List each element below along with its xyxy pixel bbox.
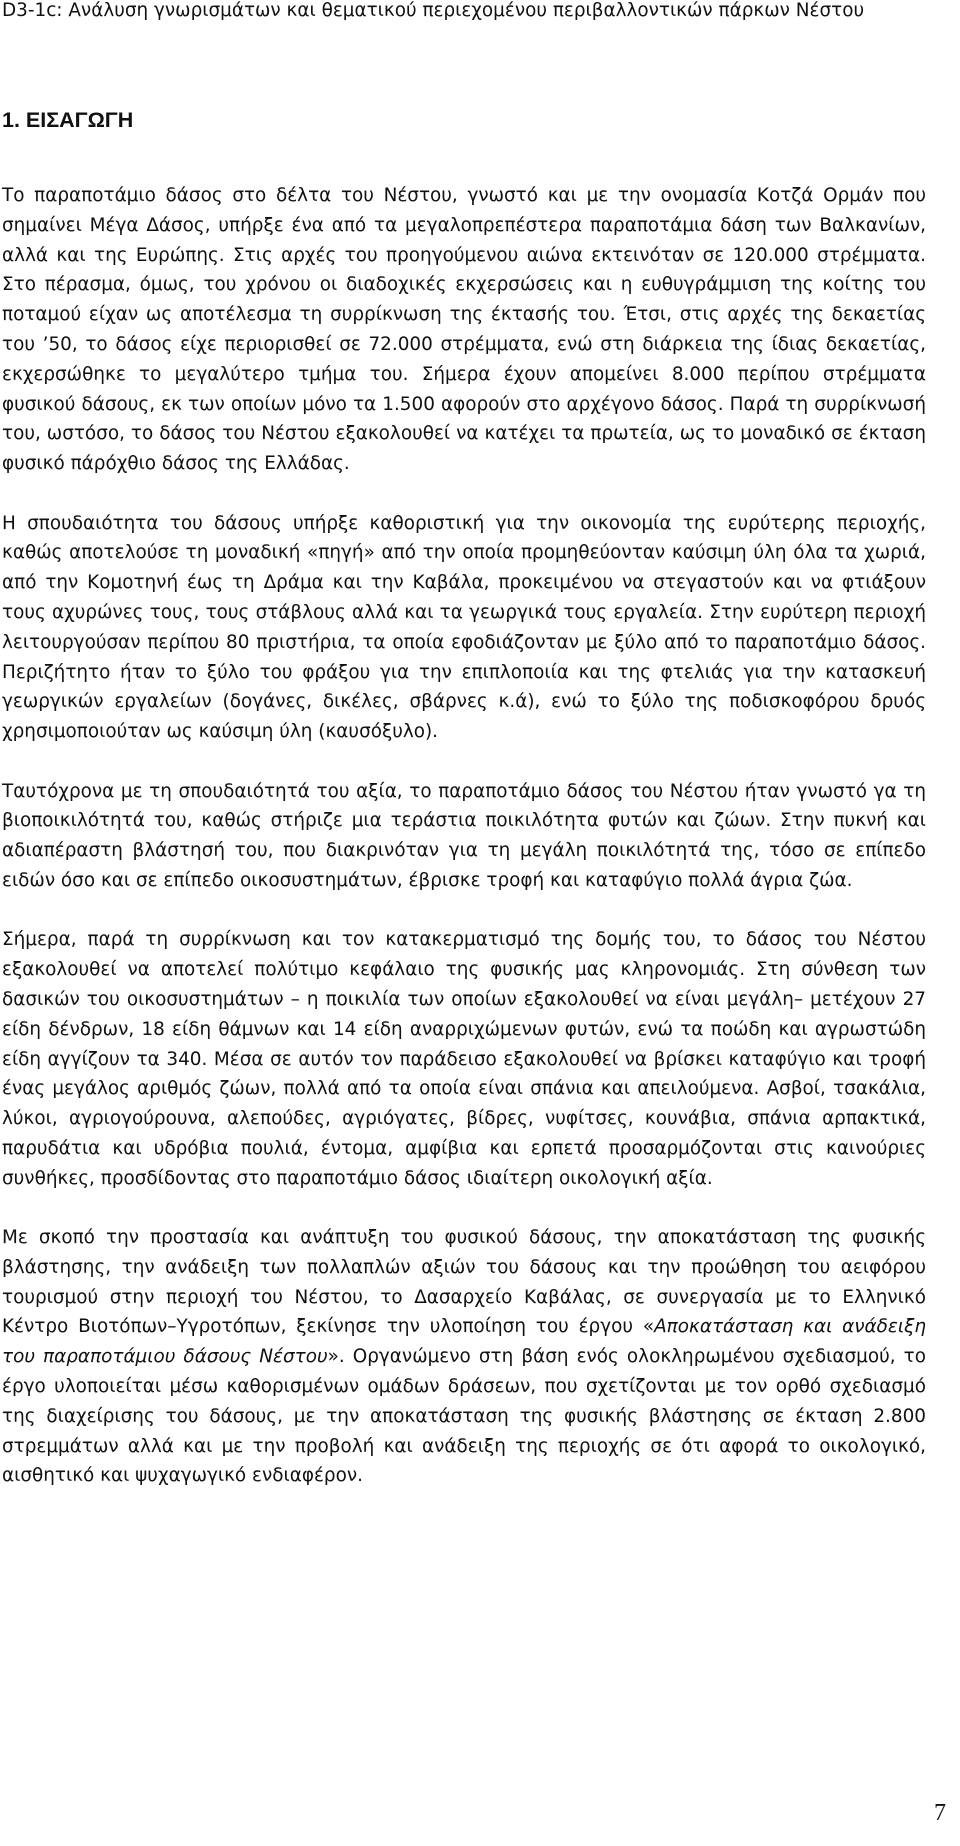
paragraph-2: Η σπουδαιότητα του δάσους υπήρξε καθοριστική για την οικονομία της ευρύτερης περιοχής, καθώς αποτελούσε τη μοναδική «πηγή» από την οποία προμηθεύονταν καύσιμη ύλη όλα τα χωριά, από την Κομοτηνή έως τη Δράμα και την Καβάλα, προκειμένου να στεγαστούν και να φτιάξουν τους αχυρώνες τους, τους στάβλους αλλά και τα γεωργικά τους εργαλεία. Στην ευρύτερη περιοχή λειτουργούσαν περίπου 80 πριστήρια, τα οποία εφοδιάζονταν με ξύλο από το παραποτάμιο δάσος. Περιζήτητο ήταν το ξύλο του φράξου για την επιπλοποιία και της φτελιάς για την κατασκευή γεωργικών εργαλείων (δογάνες, δικέλες, σβάρνες κ.ά), ενώ το ξύλο της ποδισκοφόρου δρυός χρησιμοποιούταν ως καύσιμη ύλη (καυσόξυλο). — [2, 512, 926, 743]
paragraph-4: Σήμερα, παρά τη συρρίκνωση και τον κατακερματισμό της δομής του, το δάσος του Νέστου εξακολουθεί να αποτελεί πολύτιμο κεφάλαιο της φυσικής μας κληρονομιάς. Στη σύνθεση των δασικών του οικοσυστημάτων – η ποικιλία των οποίων εξακολουθεί να είναι μεγάλη– μετέχουν 27 είδη δένδρων, 18 είδη θάμνων και 14 είδη αναρριχώμενων φυτών, ενώ τα ποώδη και αγρωστώδη είδη αγγίζουν τα 340. Μέσα σε αυτόν τον παράδεισο εξακολουθεί να βρίσκει καταφύγιο και τροφή ένας μεγάλος αριθμός ζώων, πολλά από τα οποία είναι σπάνια και απειλούμενα. Ασβοί, τσακάλια, λύκοι, αγριογούρουνα, αλεπούδες, αγριόγατες, βίδρες, νυφίτσες, κουνάβια, σπάνια αρπακτικά, παρυδάτια και υδρόβια πουλιά, έντομα, αμφίβια και ερπετά προσαρμόζονται στις καινούριες συνθήκες, προσδίδοντας στο παραποτάμιο δάσος ιδιαίτερη οικολογική αξία. — [2, 929, 926, 1189]
section-heading: 1. ΕΙΣΑΓΩΓΗ — [2, 108, 134, 132]
running-header: D3-1c: Ανάλυση γνωρισμάτων και θεματικού περιεχομένου περιβαλλοντικών πάρκων Νέστου — [2, 0, 865, 21]
paragraph-3: Ταυτόχρονα με τη σπουδαιότητά του αξία, το παραποτάμιο δάσος του Νέστου ήταν γνωστό γα τη βιοποικιλότητά του, καθώς στήριζε μια τεράστια ποικιλότητα φυτών και ζώων. Στην πυκνή και αδιαπέραστη βλάστησή του, που διακρινόταν για τη μεγάλη ποικιλότητά της, τόσο σε επίπεδο ειδών όσο και σε επίπεδο οικοσυστημάτων, έβρισκε τροφή και καταφύγιο πολλά άγρια ζώα. — [2, 780, 926, 891]
paragraph-5-text-start: Με σκοπό την προστασία και ανάπτυξη του φυσικού δάσους, την αποκατάσταση της φυσικής βλάστησης, την ανάδειξη των πολλαπλών αξιών του δάσους και την προώθηση του αειφόρου τουρισμού στην περιοχή του Νέστου, το Δασαρχείο Καβάλας, σε συνεργασία με το Ελληνικό Κέντρο Βιοτόπων–Υγροτόπων, ξεκίνησε την υλοποίηση του έργου « — [2, 1227, 926, 1338]
paragraph-5 — [2, 1223, 926, 1491]
paragraph-1: Το παραποτάμιο δάσος στο δέλτα του Νέστου, γνωστό και με την ονομασία Κοτζά Ορμάν που σημαίνει Μέγα Δάσος, υπήρξε ένα από τα μεγαλοπρεπέστερα παραποτάμια δάση των Βαλκανίων, αλλά και της Ευρώπης. Στις αρχές του προηγούμενου αιώνα εκτεινόταν σε 120.000 στρέμματα. Στο πέρασμα, όμως, του χρόνου οι διαδοχικές εκχερσώσεις και η ευθυγράμμιση της κοίτης του ποταμού είχαν ως αποτέλεσμα τη συρρίκνωση της έκτασής του. Έτσι, στις αρχές της δεκαετίας του ’50, το δάσος είχε περιορισθεί σε 72.000 στρέμματα, ενώ στη διάρκεια της ίδιας δεκαετίας, εκχερσώθηκε το μεγαλύτερο τμήμα του. Σήμερα έχουν απομείνει 8.000 περίπου στρέμματα φυσικού δάσους, εκ των οποίων μόνο τα 1.500 αφορούν στο αρχέγονο δάσος. Παρά τη συρρίκνωσή του, ωστόσο, το δάσος του Νέστου εξακολουθεί να κατέχει τα πρωτεία, ως το μοναδικό σε έκταση φυσικό πάρόχθιο δάσος της Ελλάδας. — [2, 185, 926, 475]
project-title: Αποκατάσταση και ανάδειξη του παραποτάμιου δάσους Νέστου — [2, 1316, 926, 1368]
page-number: 7 — [934, 1800, 946, 1826]
paragraph-5-text-end: ». Οργανώμενο στη βάση ενός ολοκληρωμένου σχεδιασμού, το έργο υλοποιείται μέσω καθορισμένων ομάδων δράσεων, που σχετίζονται με τον ορθό σχεδιασμό της διαχείρισης του δάσους, με την αποκατάσταση της φυσικής βλάστησης σε έκταση 2.800 στρεμμάτων αλλά και με την προβολή και ανάδειξη της περιοχής σε ότι αφορά το οικολογικό, αισθητικό και ψυχαγωγικό ενδιαφέρον. — [2, 1346, 926, 1487]
body-text — [2, 181, 926, 1491]
